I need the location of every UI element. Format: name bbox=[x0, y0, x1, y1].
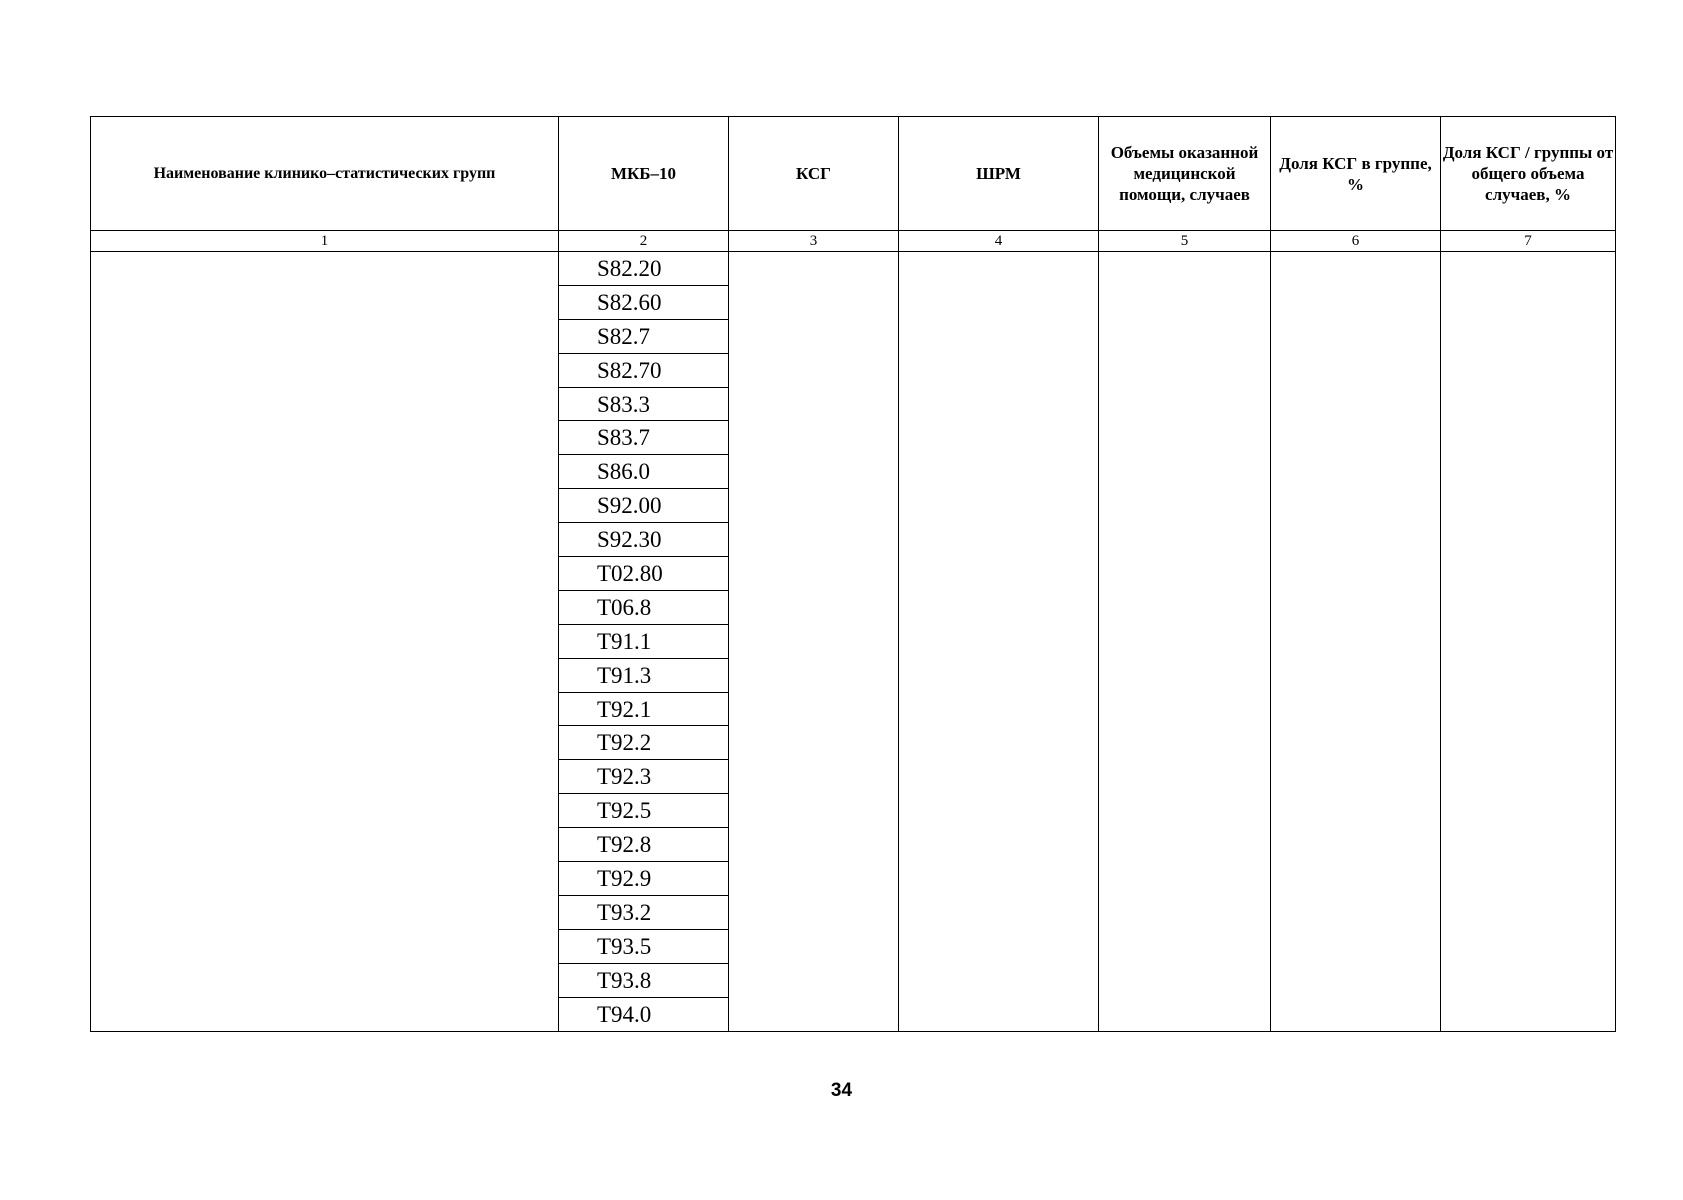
icd10-code: T92.8 bbox=[559, 828, 728, 862]
column-number: 5 bbox=[1099, 231, 1271, 252]
ksg-cell bbox=[729, 252, 899, 1032]
header-shrm: ШРМ bbox=[899, 117, 1099, 231]
icd10-code: S82.7 bbox=[559, 320, 728, 354]
column-number: 3 bbox=[729, 231, 899, 252]
column-number: 6 bbox=[1271, 231, 1441, 252]
header-volume: Объемы оказанной медицинской помощи, случаев bbox=[1099, 117, 1271, 231]
column-number: 4 bbox=[899, 231, 1099, 252]
ksg-table bbox=[90, 116, 1616, 1032]
icd10-code-list bbox=[559, 252, 728, 1031]
icd10-code: T92.9 bbox=[559, 862, 728, 896]
icd10-code: S82.70 bbox=[559, 354, 728, 388]
icd10-code: S83.3 bbox=[559, 388, 728, 422]
icd10-code: T91.3 bbox=[559, 659, 728, 693]
icd10-code: T92.2 bbox=[559, 726, 728, 760]
column-number: 1 bbox=[91, 231, 559, 252]
column-number: 2 bbox=[559, 231, 729, 252]
volume-cell bbox=[1099, 252, 1271, 1032]
group-name-cell bbox=[91, 252, 559, 1032]
icd10-code: S92.30 bbox=[559, 523, 728, 557]
icd10-code: S83.7 bbox=[559, 421, 728, 455]
icd10-code: S86.0 bbox=[559, 455, 728, 489]
icd10-code: T02.80 bbox=[559, 557, 728, 591]
icd10-code: T92.3 bbox=[559, 760, 728, 794]
icd10-code: T92.1 bbox=[559, 693, 728, 727]
header-ksg: КСГ bbox=[729, 117, 899, 231]
icd10-codes-cell bbox=[559, 252, 729, 1032]
header-icd10: МКБ–10 bbox=[559, 117, 729, 231]
icd10-code: S82.60 bbox=[559, 286, 728, 320]
icd10-code: S82.20 bbox=[559, 252, 728, 286]
icd10-code: T92.5 bbox=[559, 794, 728, 828]
icd10-code: T93.5 bbox=[559, 930, 728, 964]
document-sheet bbox=[90, 116, 1615, 1032]
icd10-code: S92.00 bbox=[559, 489, 728, 523]
icd10-code: T93.8 bbox=[559, 964, 728, 998]
icd10-code: T06.8 bbox=[559, 591, 728, 625]
header-share-of-total: Доля КСГ / группы от общего объема случаев, % bbox=[1441, 117, 1616, 231]
share-of-total-cell bbox=[1441, 252, 1616, 1032]
icd10-code: T94.0 bbox=[597, 1001, 652, 1027]
column-number: 7 bbox=[1441, 231, 1616, 252]
header-group-name: Наименование клинико–статистических групп bbox=[91, 117, 559, 231]
share-in-group-cell bbox=[1271, 252, 1441, 1032]
icd10-code: T93.2 bbox=[559, 896, 728, 930]
shrm-cell bbox=[899, 252, 1099, 1032]
table-row bbox=[91, 252, 1616, 1032]
icd10-code: T91.1 bbox=[559, 625, 728, 659]
column-number-row bbox=[91, 231, 1616, 252]
header-share-in-group: Доля КСГ в группе, % bbox=[1271, 117, 1441, 231]
page-number: 34 bbox=[830, 1080, 853, 1101]
header-row bbox=[91, 117, 1616, 231]
